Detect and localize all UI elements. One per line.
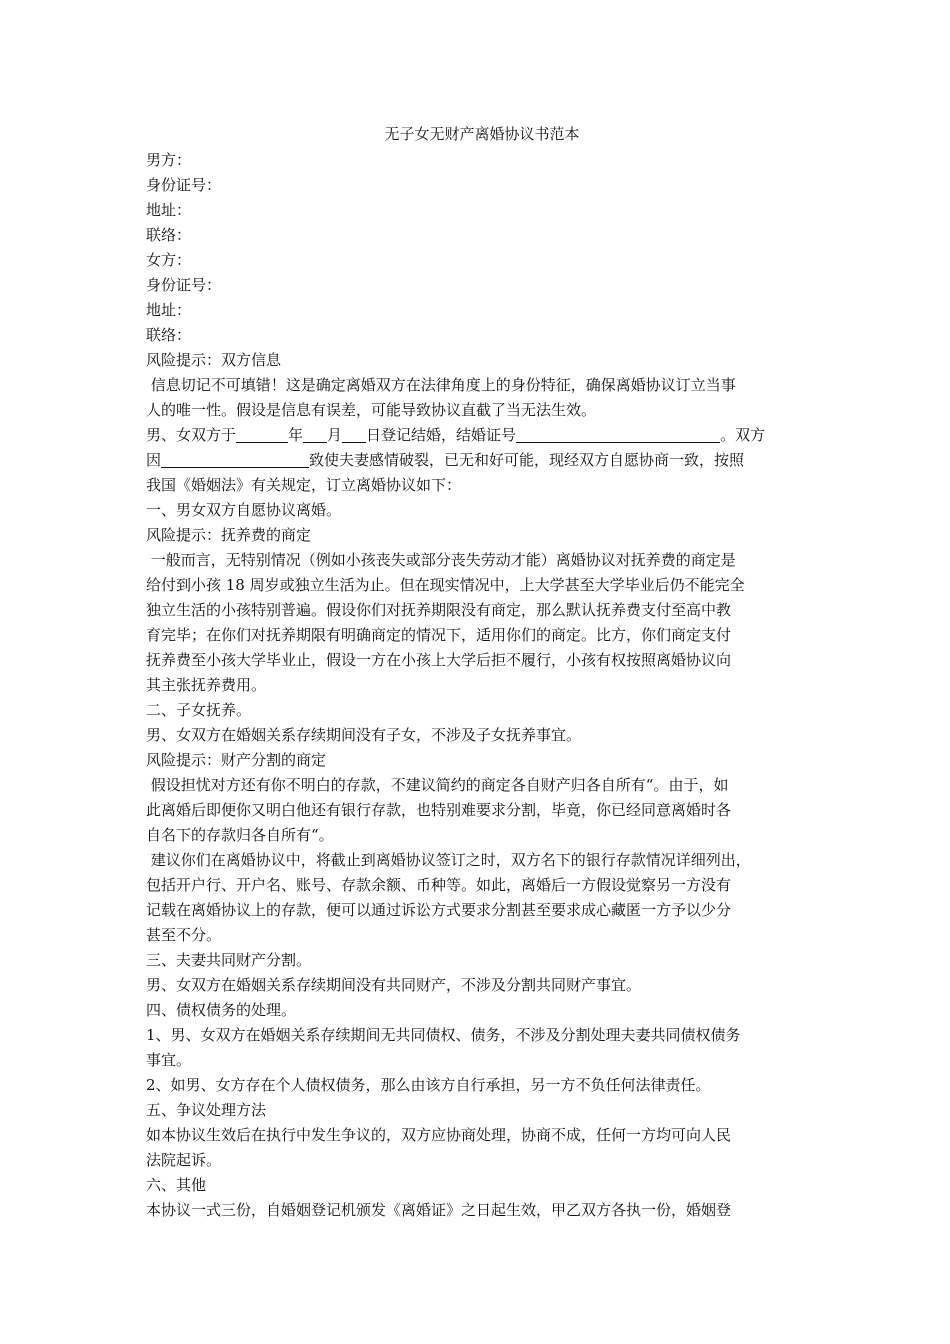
paragraph-line: 抚养费至小孩大学毕业止，假设一方在小孩上大学后拒不履行，小孩有权按照离婚协议向	[146, 651, 732, 669]
male-contact-label: 联络：	[146, 226, 192, 244]
paragraph-line: 我国《婚姻法》有关规定，订立离婚协议如下：	[146, 476, 462, 494]
section-heading: 三、夫妻共同财产分割。	[146, 951, 312, 969]
female-party-label: 女方：	[146, 251, 192, 269]
statement-text: 。双方	[720, 426, 766, 444]
marriage-statement-line-2	[146, 448, 818, 473]
paragraph-line: 男、女双方在婚姻关系存续期间没有共同财产，不涉及分割共同财产事宜。	[146, 976, 642, 994]
paragraph-line: 法院起诉。	[146, 1151, 222, 1169]
month-blank	[303, 426, 327, 443]
paragraph-line: 信息切记不可填错！这是确定离婚双方在法律角度上的身份特征，确保离婚协议订立当事	[146, 376, 736, 394]
statement-text: 日登记结婚，结婚证号	[366, 426, 517, 444]
statement-text: 年	[288, 426, 304, 444]
paragraph-line: 一般而言，无特别情况（例如小孩丧失或部分丧失劳动才能）离婚协议对抚养费的商定是	[146, 551, 736, 569]
agreement-body	[146, 473, 818, 1223]
paragraph-line: 自名下的存款归各自所有“。	[146, 826, 334, 844]
reason-blank	[161, 451, 309, 468]
paragraph-line: 育完毕；在你们对抚养期限有明确商定的情况下，适用你们的商定。比方，你们商定支付	[146, 626, 732, 644]
paragraph-line: 甚至不分。	[146, 926, 222, 944]
male-party-label: 男方：	[146, 151, 192, 169]
party-info-block	[146, 148, 818, 423]
document-page	[146, 122, 818, 1223]
female-id-label: 身份证号：	[146, 276, 222, 294]
risk-tip-heading: 风险提示：双方信息	[146, 351, 282, 369]
certificate-number-blank	[516, 426, 720, 443]
paragraph-line: 建议你们在离婚协议中，将截止到离婚协议签订之时，双方名下的银行存款情况详细列出，	[146, 851, 751, 869]
risk-tip-heading: 风险提示：抚养费的商定	[146, 526, 312, 544]
paragraph-line: 本协议一式三份，自婚姻登记机颁发《离婚证》之日起生效，甲乙双方各执一份，婚姻登	[146, 1201, 732, 1219]
statement-text: 男、女双方于	[146, 426, 237, 444]
risk-tip-heading: 风险提示：财产分割的商定	[146, 751, 327, 769]
paragraph-line: 包括开户行、开户名、账号、存款余额、币种等。如此，离婚后一方假设觉察另一方没有	[146, 876, 732, 894]
section-heading: 二、子女抚养。	[146, 701, 252, 719]
paragraph-line: 如本协议生效后在执行中发生争议的，双方应协商处理，协商不成，任何一方均可向人民	[146, 1126, 732, 1144]
statement-text: 月	[327, 426, 343, 444]
section-heading: 六、其他	[146, 1176, 207, 1194]
section-heading: 四、债权债务的处理。	[146, 1001, 297, 1019]
paragraph-line: 事宜。	[146, 1051, 192, 1069]
male-id-label: 身份证号：	[146, 176, 222, 194]
section-heading: 一、男女双方自愿协议离婚。	[146, 501, 342, 519]
section-heading: 五、争议处理方法	[146, 1101, 267, 1119]
marriage-statement-line-1	[146, 423, 818, 448]
paragraph-line: 2、如男、女方存在个人债权债务，那么由该方自行承担，另一方不负任何法律责任。	[146, 1076, 711, 1094]
female-contact-label: 联络：	[146, 326, 192, 344]
male-address-label: 地址：	[146, 201, 192, 219]
statement-text: 因	[146, 451, 162, 469]
paragraph-line: 假设担忧对方还有你不明白的存款，不建议简约的商定各自财产归各自所有“。由于，如	[146, 776, 729, 794]
year-blank	[236, 426, 288, 443]
paragraph-line: 其主张抚养费用。	[146, 676, 267, 694]
statement-text: 致使夫妻感情破裂，已无和好可能，现经双方自愿协商一致，按照	[309, 451, 745, 469]
day-blank	[342, 426, 366, 443]
paragraph-line: 1、男、女双方在婚姻关系存续期间无共同债权、债务，不涉及分割处理夫妻共同债权债务	[146, 1026, 741, 1044]
paragraph-line: 此离婚后即便你又明白他还有银行存款，也特别难要求分割，毕竟，你已经同意离婚时各	[146, 801, 732, 819]
paragraph-line: 独立生活的小孩特别普遍。假设你们对抚养期限没有商定，那么默认抚养费支付至高中教	[146, 601, 732, 619]
paragraph-line: 男、女双方在婚姻关系存续期间没有子女，不涉及子女抚养事宜。	[146, 726, 582, 744]
document-title: 无子女无财产离婚协议书范本	[384, 125, 580, 143]
paragraph-line: 记载在离婚协议上的存款，便可以通过诉讼方式要求分割甚至要求成心藏匿一方予以少分	[146, 901, 732, 919]
paragraph-line: 给付到小孩 18 周岁或独立生活为止。但在现实情况中，上大学甚至大学毕业后仍不能完全	[146, 576, 745, 594]
female-address-label: 地址：	[146, 301, 192, 319]
paragraph-line: 人的唯一性。假设是信息有误差，可能导致协议直截了当无法生效。	[146, 401, 597, 419]
